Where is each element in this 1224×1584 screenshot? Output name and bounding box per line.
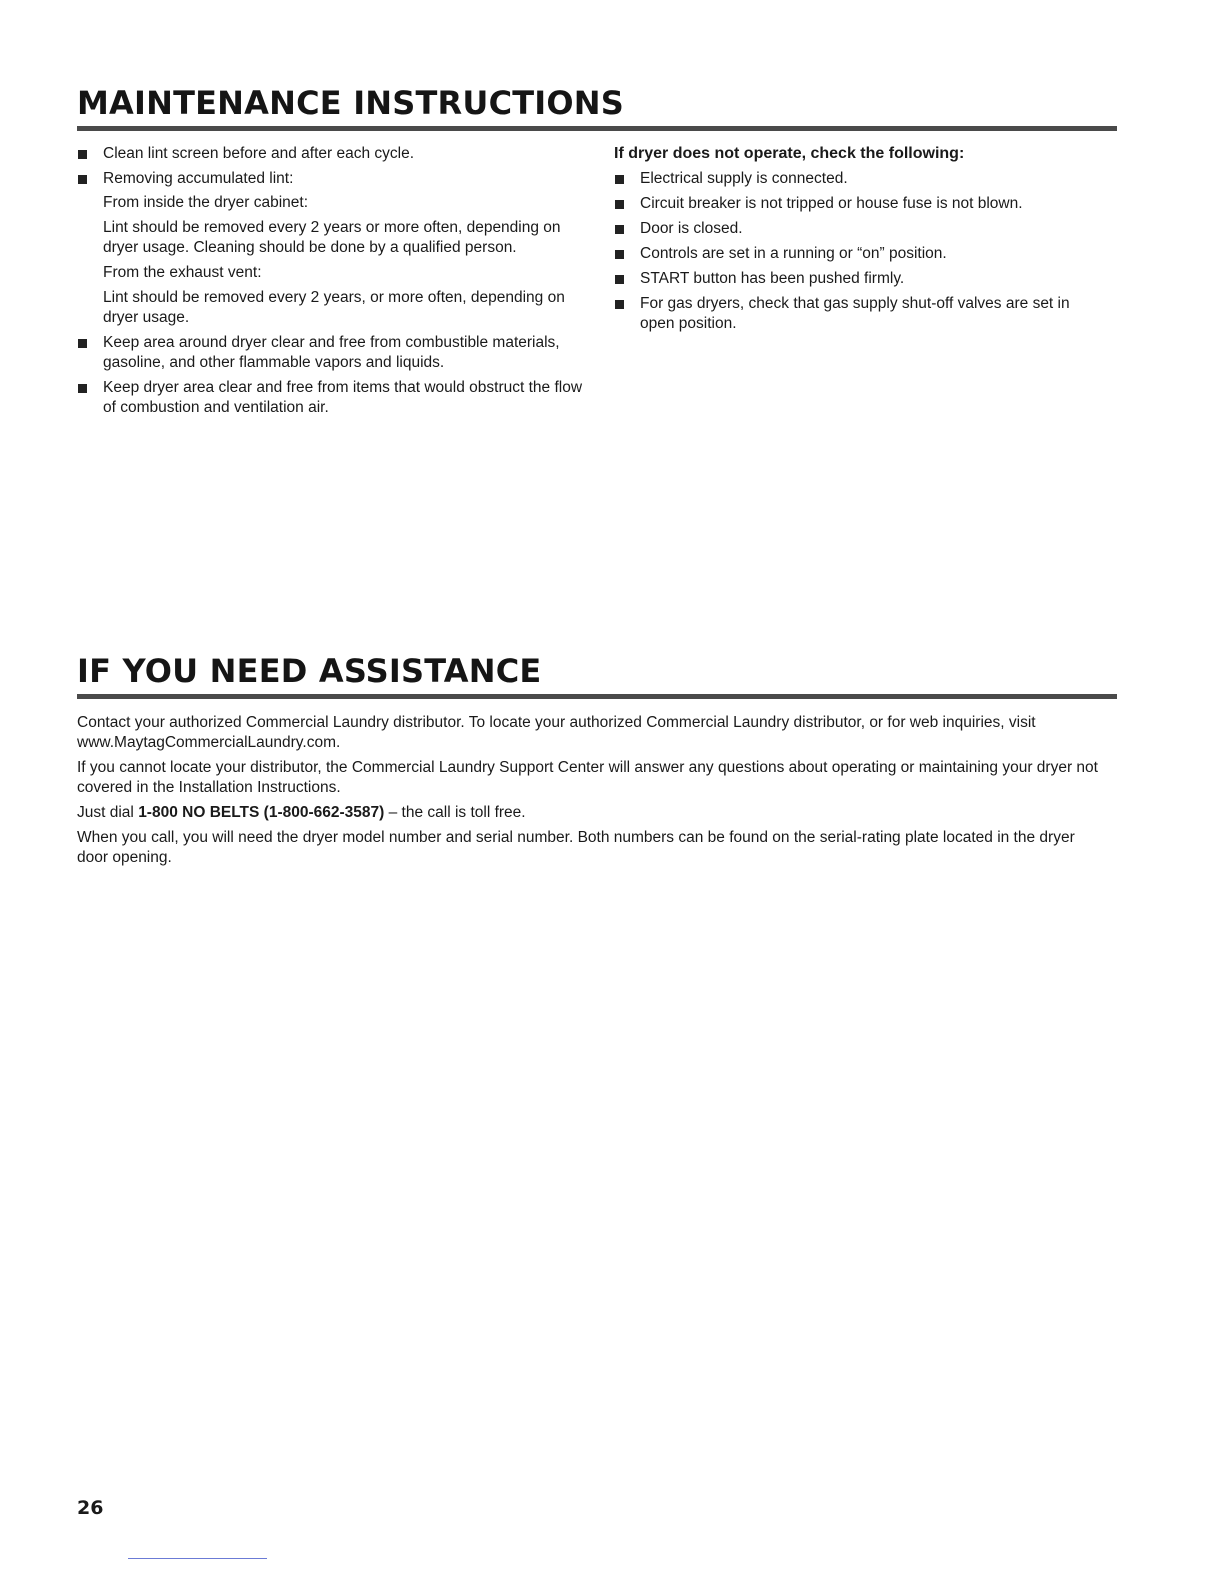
heading-rule: [77, 694, 1117, 699]
list-item: Door is closed.: [614, 219, 1104, 239]
assistance-paragraph: When you call, you will need the dryer model number and serial number. Both numbers can be found on the serial-rating plate located in the dryer door opening.: [77, 829, 1075, 866]
checklist-list: [614, 169, 1104, 334]
list-item-text: Removing accumulated lint:: [103, 170, 294, 187]
cabinet-text: Lint should be removed every 2 years or more often, depending on dryer usage. Cleaning should be done by a qualified person.: [103, 219, 561, 256]
checklist-title: If dryer does not operate, check the following:: [614, 145, 965, 162]
vent-text: Lint should be removed every 2 years, or more often, depending on dryer usage.: [103, 289, 565, 326]
list-item: Clean lint screen before and after each cycle.: [77, 144, 587, 164]
list-item: Keep area around dryer clear and free from combustible materials, gasoline, and other flammable vapors and liquids.: [77, 333, 587, 373]
list-item: Controls are set in a running or “on” position.: [614, 244, 1104, 264]
cabinet-subheading: From inside the dryer cabinet:: [103, 194, 309, 211]
list-item: START button has been pushed firmly.: [614, 269, 1104, 289]
phone-number: 1-800 NO BELTS (1-800-662-3587): [138, 804, 385, 821]
list-item: [77, 169, 587, 328]
page-number: 26: [77, 1497, 104, 1519]
list-item: For gas dryers, check that gas supply shut-off valves are set in open position.: [614, 294, 1104, 334]
dial-prefix: Just dial: [77, 804, 134, 821]
vent-subheading: From the exhaust vent:: [103, 264, 262, 281]
assistance-paragraph: If you cannot locate your distributor, the Commercial Laundry Support Center will answer any questions about operating or maintaining your dryer not covered in the Installation Instructions.: [77, 759, 1098, 796]
list-item: Electrical supply is connected.: [614, 169, 1104, 189]
maintenance-heading: MAINTENANCE INSTRUCTIONS: [77, 84, 625, 122]
checklist-column: [614, 144, 1104, 339]
assistance-paragraph: Contact your authorized Commercial Laundry distributor. To locate your authorized Commercial Laundry distributor, or for web inquiries, visit www.MaytagCommercialLaundry.com.: [77, 714, 1036, 751]
footer-rule: [128, 1558, 267, 1559]
assistance-heading: IF YOU NEED ASSISTANCE: [77, 652, 542, 690]
list-item: Keep dryer area clear and free from items that would obstruct the flow of combustion and ventilation air.: [77, 378, 587, 418]
heading-rule: [77, 126, 1117, 131]
list-item: Circuit breaker is not tripped or house fuse is not blown.: [614, 194, 1104, 214]
maintenance-list: [77, 144, 587, 418]
maintenance-column: [77, 144, 587, 423]
assistance-body: [77, 713, 1107, 873]
lint-removal-details: [103, 193, 587, 328]
dial-suffix: – the call is toll free.: [388, 804, 526, 821]
dial-line: [77, 803, 1107, 823]
